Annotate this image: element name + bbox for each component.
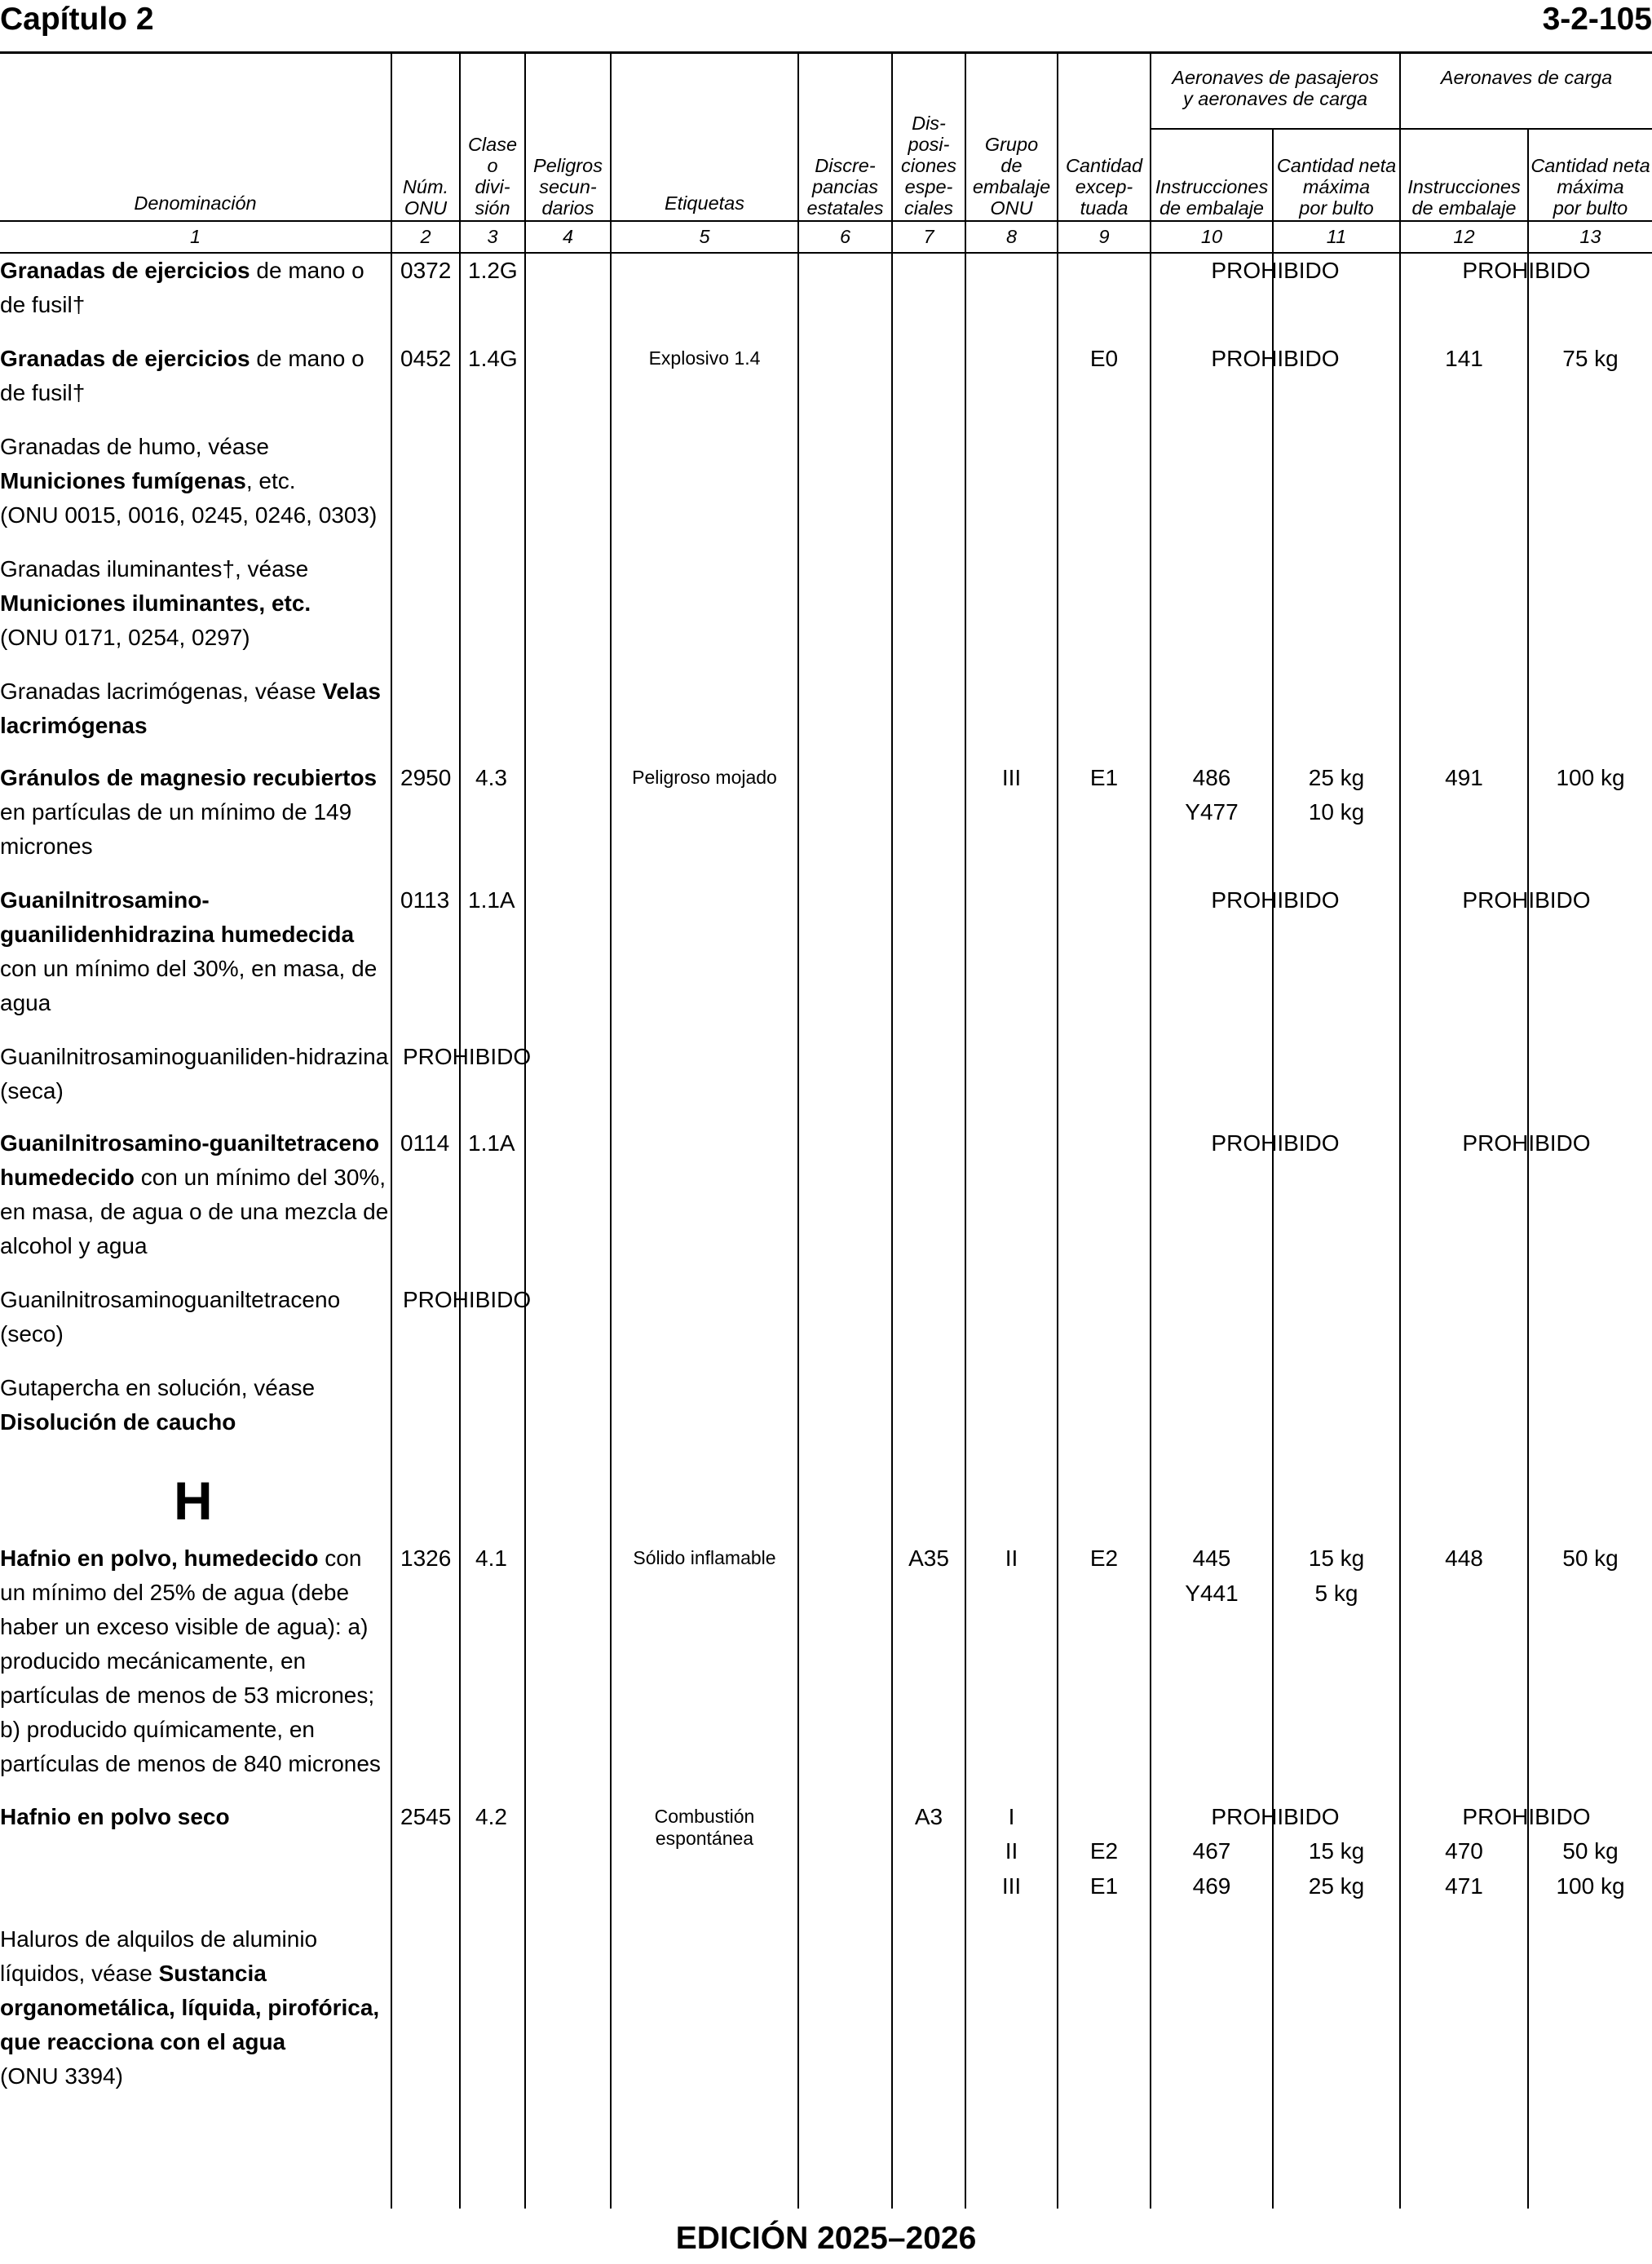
header-line: Discre- <box>815 155 876 176</box>
group-rule <box>1150 128 1652 130</box>
cell-cargo-prohibido: PROHIBIDO <box>1462 1130 1591 1156</box>
name-line: Haluros de alquilos de aluminio <box>0 1926 318 1952</box>
name-text: con un mínimo del 25% de agua (debe haber un exceso visible de agua): a) producido mecánicamente, en partículas de menos de 53 micrones; b) producido químicamente, en partículas de menos de 840 micrones <box>0 1545 381 1776</box>
cell-cargo-qty: 100 kg <box>1556 765 1625 790</box>
header-line: de <box>1000 155 1023 176</box>
cell-etiqueta <box>612 1806 797 1850</box>
cell-grupo: III <box>1001 1873 1022 1899</box>
section-letter: H <box>174 1470 213 1531</box>
cell-cargo-instr: 470 <box>1445 1838 1483 1864</box>
name-bold: humedecido <box>0 1165 135 1190</box>
header-line: sión <box>475 197 510 219</box>
cell-cargo-qty: 50 kg <box>1562 1545 1619 1571</box>
cell-grupo: II <box>1005 1838 1018 1864</box>
name-bold: Sustancia <box>158 1961 267 1986</box>
name-bold: Gránulos de magnesio recubiertos <box>0 765 378 790</box>
header-peligros <box>526 54 610 219</box>
cell-onu: 2545 <box>400 1804 452 1829</box>
name-line: Guanilnitrosaminoguaniliden-hidrazina <box>0 1044 389 1069</box>
column-number: 10 <box>1200 226 1223 247</box>
column-number: 2 <box>420 226 431 247</box>
cell-pax-instr: 486 <box>1192 765 1231 790</box>
cell-etiqueta: Sólido inflamable <box>633 1547 776 1568</box>
table-row-name <box>0 430 390 533</box>
table-row-name <box>0 254 390 322</box>
header-line: máxima <box>1302 176 1371 197</box>
table-row-name <box>0 883 390 1020</box>
header-line: máxima <box>1557 176 1624 197</box>
cell-onu: 0452 <box>400 346 452 371</box>
cell-pax-qty: 25 kg <box>1308 765 1365 790</box>
name-bold: Granadas de ejercicios <box>0 346 250 371</box>
cell-pax-instr: 467 <box>1192 1838 1231 1864</box>
table-row-name <box>0 1922 390 2094</box>
name-bold: Municiones fumígenas <box>0 468 246 493</box>
header-group-pasajeros <box>1151 67 1399 109</box>
column-number: 4 <box>562 226 574 247</box>
column-number: 13 <box>1579 226 1601 247</box>
header-line: por bulto <box>1299 197 1374 219</box>
header-line: Clase <box>467 134 518 155</box>
cell-cargo-instr: 448 <box>1445 1545 1483 1571</box>
table-row-name <box>0 1283 390 1351</box>
header-line: posi- <box>908 134 950 155</box>
table-row-name <box>0 674 390 743</box>
name-bold: Hafnio en polvo seco <box>0 1804 230 1829</box>
page-header <box>0 0 1652 51</box>
header-cantidad-exceptuada <box>1058 54 1150 219</box>
column-divider <box>524 54 526 2209</box>
column-number: 1 <box>189 226 201 247</box>
page-number: 3-2-105 <box>1542 2 1652 37</box>
cell-pax-prohibido: PROHIBIDO <box>1211 887 1340 913</box>
cell-cargo-qty: 75 kg <box>1562 346 1619 371</box>
name-line: (seca) <box>0 1078 64 1103</box>
cell-cargo-qty: 50 kg <box>1562 1838 1619 1864</box>
name-bold: Guanilnitrosamino-guanilidenhidrazina humedecida <box>0 887 355 947</box>
chapter-title: Capítulo 2 <box>0 2 154 37</box>
name-bold: lacrimógenas <box>0 713 148 738</box>
name-bold: Disolución de caucho <box>0 1409 236 1435</box>
cell-pax-prohibido: PROHIBIDO <box>1211 1804 1340 1829</box>
column-number: 3 <box>487 226 498 247</box>
cell-clase: 4.3 <box>475 765 507 790</box>
header-line: pancias <box>812 176 878 197</box>
header-bottom-rule <box>0 220 1652 222</box>
name-text: , etc. <box>245 468 296 493</box>
name-line: Granadas iluminantes†, véase <box>0 556 309 581</box>
header-group-carga: Aeronaves de carga <box>1440 67 1613 88</box>
etiqueta-line: espontánea <box>655 1828 754 1849</box>
header-line: ONU <box>990 197 1033 219</box>
name-line: (ONU 3394) <box>0 2063 123 2089</box>
table-row-name <box>0 342 390 410</box>
name-text: en partículas de un mínimo de 149 micrones <box>0 799 352 859</box>
table-row-name <box>0 1040 390 1108</box>
cell-cargo-qty: 100 kg <box>1556 1873 1625 1899</box>
cell-disposiciones: A35 <box>908 1545 949 1571</box>
name-text: de mano o de fusil† <box>0 258 364 317</box>
header-cargo-cantidad <box>1529 130 1652 219</box>
header-line: Instrucciones <box>1407 176 1521 197</box>
header-line: Instrucciones <box>1155 176 1269 197</box>
header-line: de embalaje <box>1159 197 1265 219</box>
table-row-name <box>0 1371 390 1439</box>
header-line: divi- <box>475 176 510 197</box>
header-clase <box>461 54 524 219</box>
header-line: Dis- <box>912 113 946 134</box>
cell-etiqueta: Peligroso mojado <box>632 767 777 788</box>
column-number: 7 <box>923 226 934 247</box>
name-line: (seco) <box>0 1321 64 1346</box>
cell-pax-prohibido: PROHIBIDO <box>1211 346 1340 371</box>
cell-pax-instr: 469 <box>1192 1873 1231 1899</box>
name-bold: Hafnio en polvo, humedecido <box>0 1545 319 1571</box>
header-line: tuada <box>1080 197 1129 219</box>
table-row-name <box>0 1541 390 1781</box>
column-number: 12 <box>1453 226 1475 247</box>
cell-disposiciones: A3 <box>914 1804 943 1829</box>
header-etiquetas: Etiquetas <box>665 192 744 214</box>
cell-exceptuada: E2 <box>1089 1838 1119 1864</box>
table-row-name <box>0 552 390 655</box>
cell-grupo: III <box>1001 765 1022 790</box>
header-line: de embalaje <box>1411 197 1517 219</box>
header-line: Aeronaves de pasajeros <box>1172 67 1379 88</box>
column-number: 6 <box>839 226 851 247</box>
header-line: Núm. <box>402 176 449 197</box>
header-pax-cantidad <box>1274 130 1399 219</box>
cell-pax-qty: 10 kg <box>1308 799 1365 825</box>
cell-cargo-prohibido: PROHIBIDO <box>1462 1804 1591 1829</box>
cell-clase: 4.2 <box>475 1804 507 1829</box>
cell-clase: 1.2G <box>468 258 518 283</box>
name-bold: Velas <box>322 679 381 704</box>
cell-onu: 1326 <box>400 1545 452 1571</box>
cell-exceptuada: E1 <box>1089 1873 1119 1899</box>
column-number: 9 <box>1098 226 1110 247</box>
header-grupo <box>966 54 1057 219</box>
cell-cargo-prohibido: PROHIBIDO <box>1462 258 1591 283</box>
cell-pax-qty: 15 kg <box>1308 1545 1365 1571</box>
cell-cargo-prohibido: PROHIBIDO <box>1462 887 1591 913</box>
header-discrepancias <box>799 54 891 219</box>
etiqueta-line: Combustión <box>654 1806 755 1827</box>
column-number: 8 <box>1005 226 1018 247</box>
cell-clase: 1.1A <box>468 1130 515 1156</box>
cell-exceptuada: E2 <box>1089 1545 1119 1571</box>
name-line: (ONU 0171, 0254, 0297) <box>0 625 250 650</box>
edition-footer: EDICIÓN 2025–2026 <box>675 2221 977 2256</box>
header-line: ONU <box>404 197 448 219</box>
header-cargo-instrucciones <box>1401 130 1527 219</box>
name-bold: Granadas de ejercicios <box>0 258 250 283</box>
name-text: Granadas lacrimógenas, véase <box>0 679 323 704</box>
name-line: Guanilnitrosaminoguaniltetraceno <box>0 1287 341 1312</box>
name-bold: que reacciona con el agua <box>0 2029 286 2054</box>
header-line: o <box>487 155 498 176</box>
cell-cargo-instr: 471 <box>1445 1873 1483 1899</box>
header-line: excep- <box>1075 176 1133 197</box>
header-line: Cantidad neta <box>1276 155 1397 176</box>
cell-etiqueta: Explosivo 1.4 <box>648 347 761 369</box>
table-row-name <box>0 761 390 864</box>
cell-exceptuada: E0 <box>1089 346 1119 371</box>
cell-onu: 0372 <box>400 258 452 283</box>
column-divider <box>610 54 612 2209</box>
cell-prohibido: PROHIBIDO <box>403 1287 532 1312</box>
cell-pax-prohibido: PROHIBIDO <box>1211 1130 1340 1156</box>
table-row-name <box>0 1126 390 1263</box>
name-text: de mano o de fusil† <box>0 346 364 405</box>
table-row-name <box>0 1800 390 1834</box>
cell-onu: 2950 <box>400 765 452 790</box>
cell-grupo: I <box>1008 1804 1015 1829</box>
header-pax-instrucciones <box>1151 130 1272 219</box>
cell-clase: 1.4G <box>468 346 518 371</box>
header-line: ciales <box>903 197 954 219</box>
cell-cargo-instr: 141 <box>1445 346 1483 371</box>
name-text: líquidos, véase <box>0 1961 159 1986</box>
cell-pax-qty: 15 kg <box>1308 1838 1365 1864</box>
header-line: ciones <box>901 155 956 176</box>
name-text: con un mínimo del 30%, en masa, de agua <box>0 956 378 1015</box>
cell-pax-instr: Y477 <box>1185 799 1239 825</box>
column-divider <box>391 54 392 2209</box>
name-bold: Municiones iluminantes, etc. <box>0 590 311 616</box>
column-number: 5 <box>699 226 710 247</box>
cell-grupo: II <box>1005 1545 1018 1571</box>
column-divider <box>891 54 893 2209</box>
cell-onu: 0113 <box>400 887 450 913</box>
name-bold: organometálica, líquida, pirofórica, <box>0 1995 380 2020</box>
header-line: espe- <box>904 176 953 197</box>
header-denominacion: Denominación <box>134 192 257 214</box>
header-line: darios <box>541 197 594 219</box>
header-line: Cantidad neta <box>1531 155 1650 176</box>
name-line: Granadas de humo, véase <box>0 434 269 459</box>
header-line: y aeronaves de carga <box>1182 88 1367 109</box>
cell-clase: 4.1 <box>475 1545 507 1571</box>
cell-pax-qty: 5 kg <box>1314 1581 1358 1606</box>
name-bold: Guanilnitrosamino-guaniltetraceno <box>0 1130 380 1156</box>
cell-cargo-instr: 491 <box>1445 765 1483 790</box>
header-disposiciones <box>893 54 965 219</box>
cell-pax-instr: Y441 <box>1185 1581 1239 1606</box>
cell-pax-qty: 25 kg <box>1308 1873 1365 1899</box>
name-line: (ONU 0015, 0016, 0245, 0246, 0303) <box>0 502 378 528</box>
header-line: por bulto <box>1553 197 1628 219</box>
header-line: secun- <box>539 176 597 197</box>
name-line: Gutapercha en solución, véase <box>0 1375 316 1400</box>
header-line: estatales <box>806 197 884 219</box>
cell-onu: 0114 <box>400 1130 450 1156</box>
header-line: Grupo <box>984 134 1039 155</box>
cell-clase: 1.1A <box>468 887 515 913</box>
name-text: con un mínimo del 30%, en masa, de agua o de una mezcla de alcohol y agua <box>0 1165 389 1258</box>
header-num-onu <box>392 54 459 219</box>
header-line: Cantidad <box>1065 155 1143 176</box>
cell-pax-instr: 445 <box>1192 1545 1231 1571</box>
column-divider <box>797 54 799 2209</box>
cell-pax-prohibido: PROHIBIDO <box>1211 258 1340 283</box>
cell-prohibido: PROHIBIDO <box>403 1044 532 1069</box>
header-line: embalaje <box>972 176 1051 197</box>
cell-exceptuada: E1 <box>1089 765 1119 790</box>
column-number: 11 <box>1326 226 1347 247</box>
header-line: Peligros <box>533 155 603 176</box>
column-divider <box>459 54 461 2209</box>
